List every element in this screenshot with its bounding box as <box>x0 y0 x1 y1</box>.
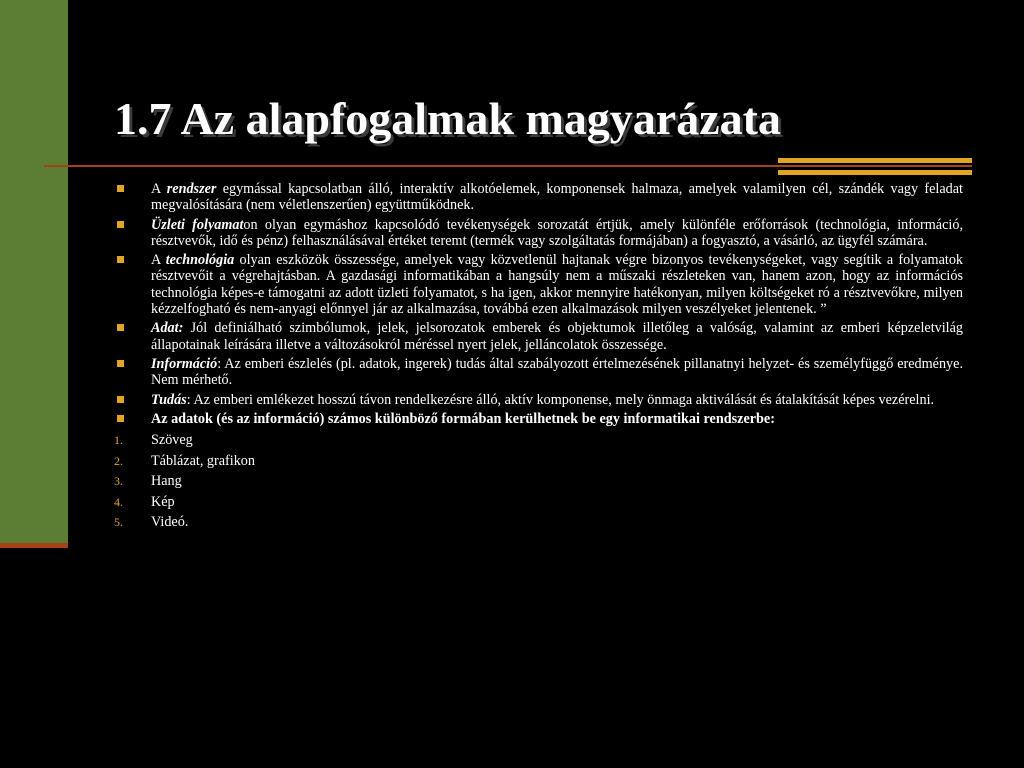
list-number: 2. <box>114 453 123 468</box>
bullet-item-adat <box>114 320 963 353</box>
slide-title: 1.7 Az alapfogalmak magyarázata <box>114 93 781 144</box>
gold-bar-top <box>778 158 972 163</box>
square-bullet-icon <box>117 396 124 403</box>
bullet-item-tudas <box>114 392 963 408</box>
square-bullet-icon <box>117 360 124 367</box>
list-item-label: Videó. <box>151 514 189 531</box>
list-item-label: Táblázat, grafikon <box>151 452 255 469</box>
square-bullet-icon <box>117 185 124 192</box>
bullet-item-adatok-formai <box>114 411 963 427</box>
bullet-text: on olyan egymáshoz kapcsolódó tevékenységek sorozatát értjük, amely különféle erőforrások (technológia, információ, résztvevők, idő és pénz) felhasználásával értéket teremt (termék vagy szolgáltatás formájában) a fogyasztó, a vásárló, az ügyfél számára. <box>151 216 963 249</box>
numbered-item <box>114 512 963 533</box>
sidebar-accent-stripe <box>0 543 68 548</box>
bullet-text: : Az emberi emlékezet hosszú távon rendelkezésre álló, aktív komponense, mely önmaga aktiválását és átalakítását képes vezérelni. <box>186 391 935 408</box>
bullet-item-informacio <box>114 356 963 389</box>
list-item-label: Hang <box>151 473 182 490</box>
bullet-pre: A <box>151 181 167 197</box>
numbered-item <box>114 471 963 492</box>
bullet-item-rendszer <box>114 181 963 214</box>
list-number: 5. <box>114 515 123 530</box>
list-item-label: Kép <box>151 493 175 510</box>
list-number: 3. <box>114 474 123 489</box>
slide-body <box>114 181 963 533</box>
bullet-text: Jól definiálható szimbólumok, jelek, jelsorozatok emberek és objektumok illetőleg a valóság, valamint az emberi képzeletvilág állapotainak leírására illetve a változásokról méréssel nyert jelek, jelláncolatok összessége. <box>151 320 963 353</box>
list-item-label: Szöveg <box>151 432 193 449</box>
bullet-item-uzleti-folyamat <box>114 217 963 250</box>
bullet-term: Információ <box>151 355 218 372</box>
bullet-text: olyan eszközök összessége, amelyek vagy közvetlenül hajtanak végre bizonyos tevékenységeket, vagy segítik a folyamatok résztvevőit a végrehajtásban. A gazdasági informatikában a hangsúly nem a műszaki részleteken van, hanem azon, hogy az információs technológia képes-e támogatni az adott üzleti folyamatot, s ha igen, akkor mennyire hatékonyan, milyen költségeket ró a résztvevőkre, milyen kézzelfogható és nem-anyagi előnnyel jár az alkalmazása, továbbá ezen alkalmazások milyen veszélyeket jelentenek. ” <box>151 252 964 318</box>
list-number: 1. <box>114 433 123 448</box>
bullet-term: rendszer <box>166 181 217 197</box>
numbered-item <box>114 492 963 513</box>
bullet-pre: A <box>151 252 166 269</box>
bullet-term: Adat: <box>151 320 184 337</box>
title-underline-rule <box>44 165 972 167</box>
square-bullet-icon <box>117 221 124 228</box>
bullet-text: egymással kapcsolatban álló, interaktív alkotóelemek, komponensek halmaza, amelyek valamilyen cél, szándék vagy feladat megvalósítására (nem véletlenszerűen) együttműködnek. <box>151 181 963 214</box>
bullet-text: : Az emberi észlelés (pl. adatok, ingerek) tudás által szabályozott értelmezésének pillanatnyi helyzet- és személyfüggő eredménye. Nem mérhető. <box>151 355 963 389</box>
sidebar-green-panel <box>0 0 68 545</box>
bullet-term: Tudás <box>151 391 187 408</box>
square-bullet-icon <box>117 415 124 422</box>
bullet-bold-text: Az adatok (és az információ) számos különböző formában kerülhetnek be egy informatikai rendszerbe: <box>151 410 775 427</box>
numbered-item <box>114 451 963 472</box>
bullet-term: technológia <box>165 252 235 269</box>
bullet-term: Üzleti folyamat <box>151 216 244 233</box>
bullet-item-technologia <box>114 252 963 317</box>
list-number: 4. <box>114 494 123 509</box>
square-bullet-icon <box>117 256 124 263</box>
numbered-item <box>114 430 963 451</box>
gold-bar-bottom <box>778 170 972 175</box>
square-bullet-icon <box>117 324 124 331</box>
